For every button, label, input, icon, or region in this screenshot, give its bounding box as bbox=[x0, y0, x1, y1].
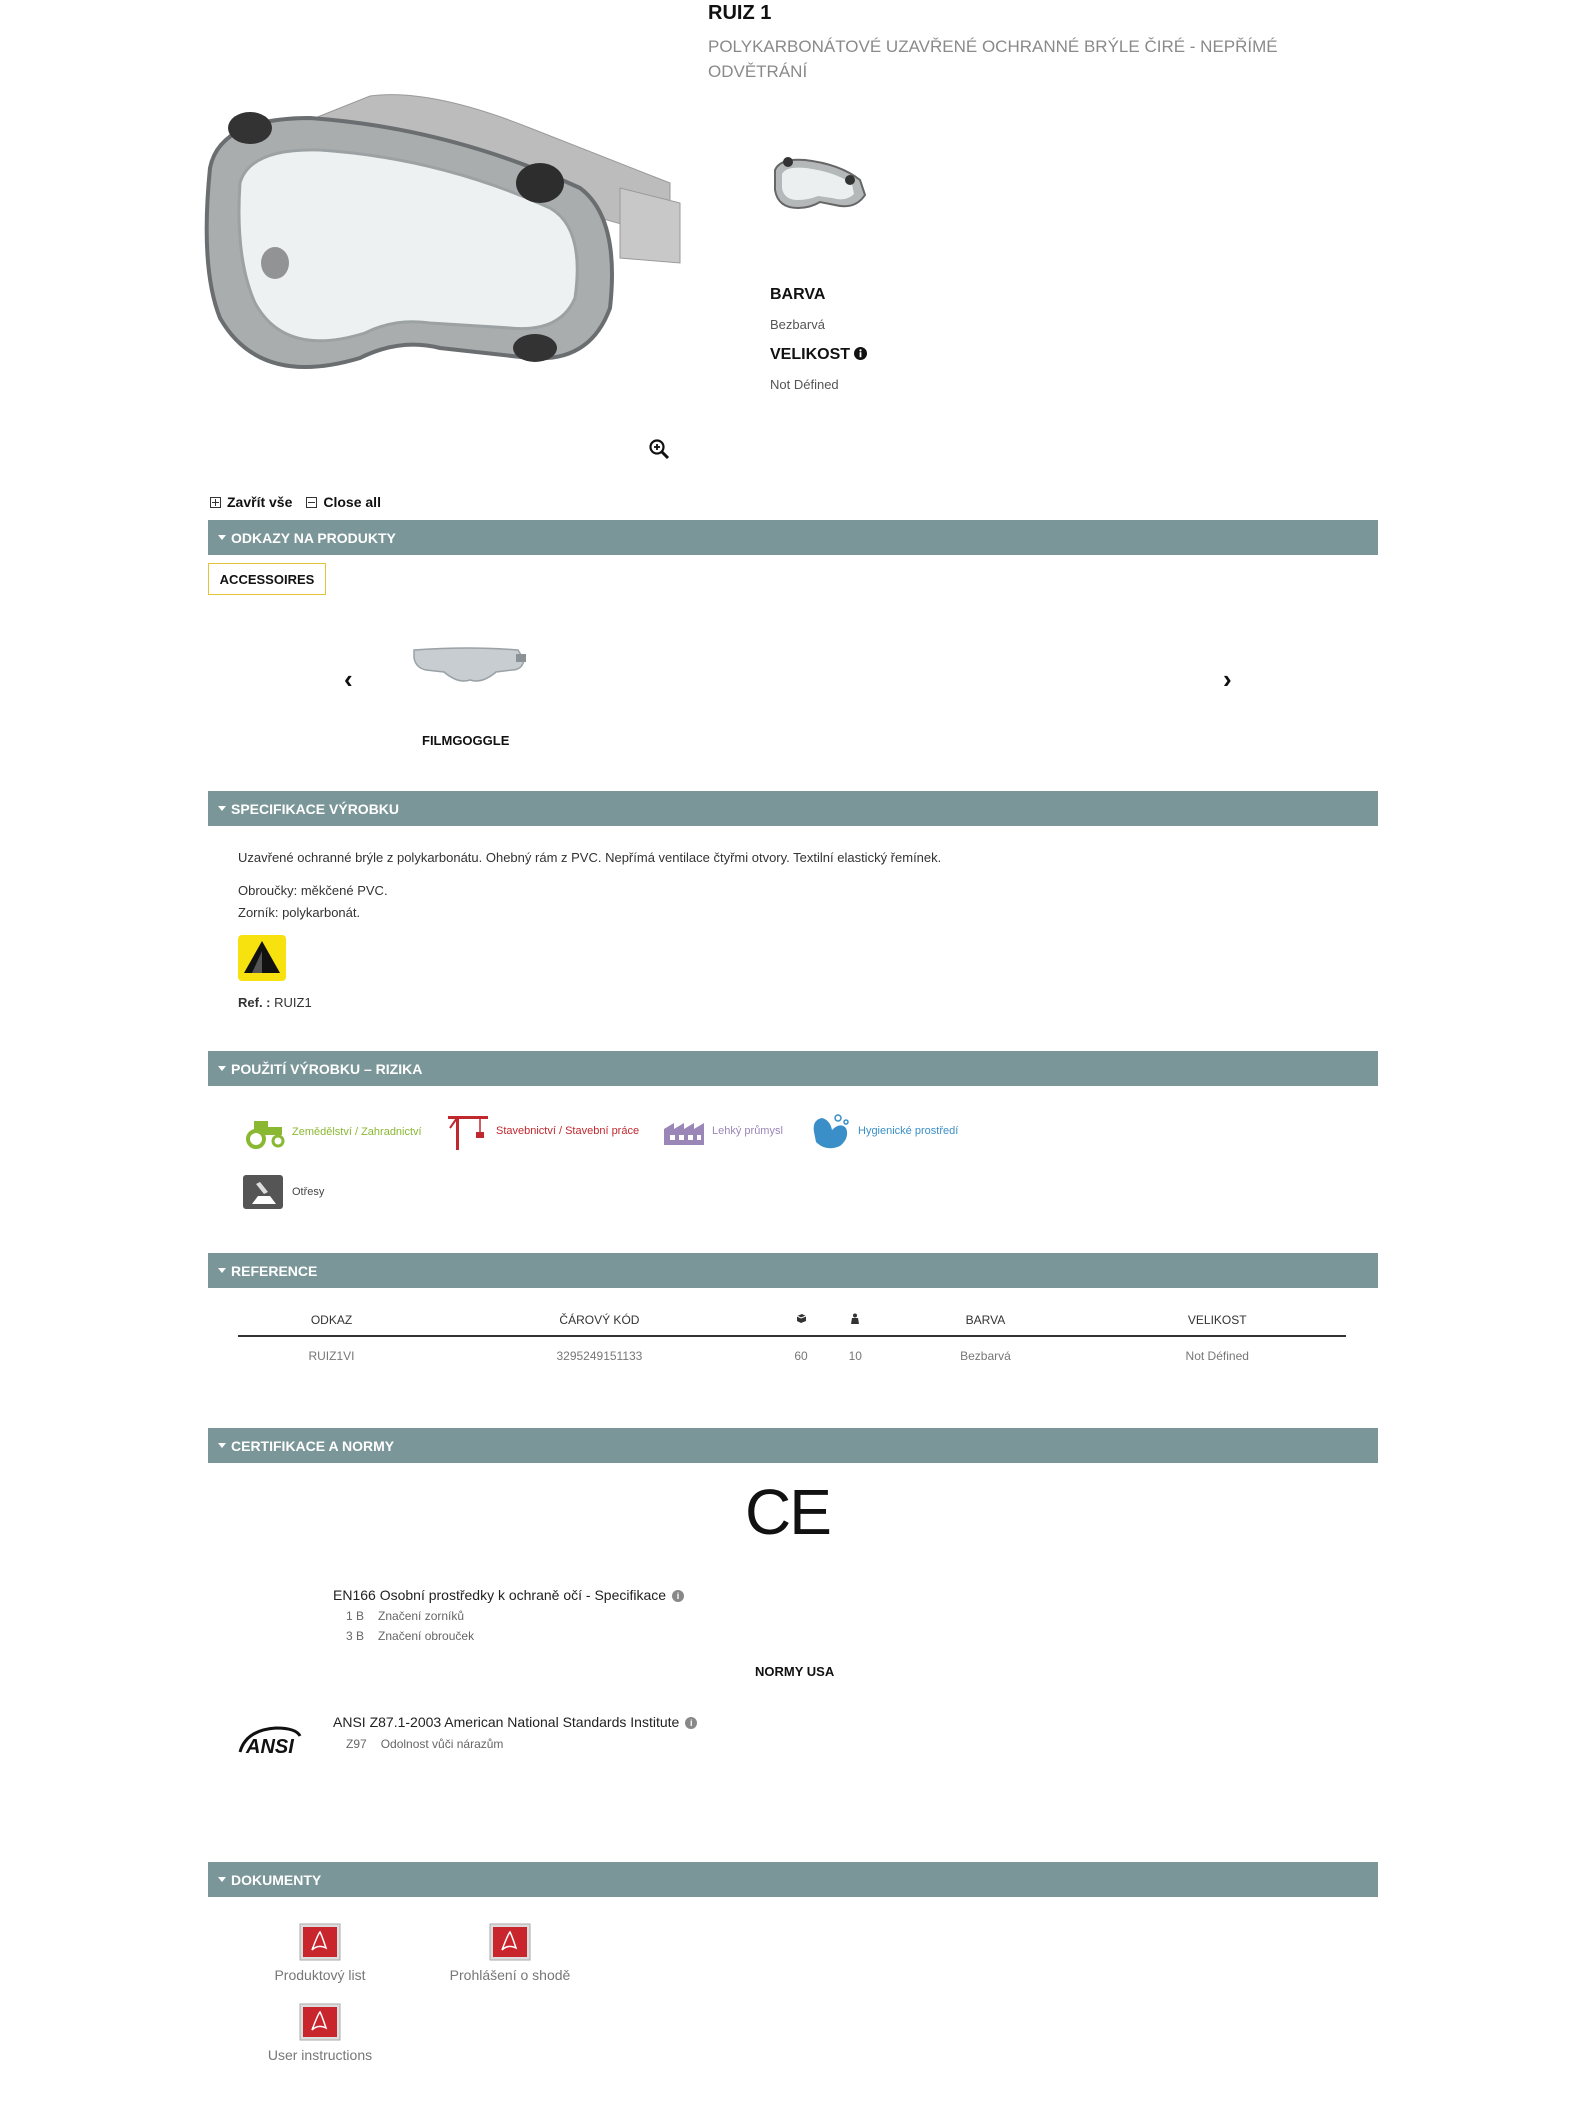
crane-icon bbox=[446, 1112, 490, 1150]
close-all-label: Close all bbox=[323, 494, 381, 510]
accessory-image[interactable] bbox=[412, 644, 528, 686]
section-links-title: ODKAZY NA PRODUKTY bbox=[231, 529, 396, 546]
col-box-qty bbox=[774, 1305, 828, 1336]
section-links-header[interactable] bbox=[208, 520, 1378, 555]
table-row[interactable] bbox=[238, 1336, 1346, 1375]
reference-header-row bbox=[238, 1305, 1346, 1336]
color-label: BARVA bbox=[770, 286, 826, 303]
box-icon bbox=[796, 1313, 807, 1324]
doc-user-instructions[interactable] bbox=[256, 2002, 384, 2063]
usage-agriculture-label: Zemědělství / Zahradnictví bbox=[292, 1126, 422, 1138]
caret-down-icon bbox=[218, 1443, 226, 1448]
section-reference-title: REFERENCE bbox=[231, 1262, 318, 1279]
pdf-icon bbox=[486, 1922, 534, 1962]
ansi-title-text: ANSI Z87.1-2003 American National Standards Institute bbox=[333, 1714, 680, 1730]
caret-down-icon bbox=[218, 535, 226, 540]
section-docs-title: DOKUMENTY bbox=[231, 1871, 322, 1888]
size-value: Not Défined bbox=[770, 377, 839, 392]
zoom-in-icon[interactable] bbox=[648, 438, 670, 460]
ansi-title bbox=[333, 1714, 697, 1730]
usage-construction-label: Stavebnictví / Stavební práce bbox=[496, 1125, 640, 1137]
section-spec-title: SPECIFIKACE VÝROBKU bbox=[231, 800, 400, 817]
usa-standards-label: NORMY USA bbox=[755, 1664, 835, 1679]
close-all-toggle[interactable] bbox=[306, 494, 381, 510]
usage-construction bbox=[446, 1112, 639, 1150]
section-docs-header[interactable] bbox=[208, 1862, 1378, 1897]
usage-hygiene-label: Hygienické prostředí bbox=[858, 1125, 959, 1137]
cell-ref: RUIZ1VI bbox=[308, 1349, 355, 1363]
carousel-prev-icon[interactable]: ‹ bbox=[344, 664, 353, 694]
reference-table bbox=[238, 1305, 1346, 1375]
usage-light-industry-label: Lehký průmysl bbox=[712, 1125, 783, 1137]
section-certs-header[interactable] bbox=[208, 1428, 1378, 1463]
info-icon[interactable]: i bbox=[672, 1590, 684, 1602]
col-size: VELIKOST bbox=[1088, 1305, 1346, 1336]
section-reference-header[interactable] bbox=[208, 1253, 1378, 1288]
product-subtitle: POLYKARBONÁTOVÉ UZAVŘENÉ OCHRANNÉ BRÝLE ČIRÉ - NEPŘÍMÉ ODVĚTRÁNÍ bbox=[708, 37, 1278, 81]
cell-size: Not Défined bbox=[1185, 1349, 1249, 1363]
factory-icon bbox=[662, 1115, 706, 1147]
cell-pack-qty: 10 bbox=[848, 1349, 862, 1363]
ref-value: RUIZ1 bbox=[274, 995, 312, 1010]
en166-item-code: 1 B bbox=[346, 1609, 365, 1623]
open-all-toggle[interactable] bbox=[210, 494, 292, 510]
brand-logo-icon bbox=[238, 935, 286, 981]
impact-icon bbox=[242, 1174, 286, 1210]
cell-color: Bezbarvá bbox=[960, 1349, 1011, 1363]
plus-box-icon bbox=[210, 497, 221, 508]
col-ref: ODKAZ bbox=[238, 1305, 425, 1336]
pdf-icon bbox=[296, 1922, 344, 1962]
section-certs-title: CERTIFIKACE A NORMY bbox=[231, 1437, 395, 1454]
section-spec-header[interactable] bbox=[208, 791, 1378, 826]
spec-description: Uzavřené ochranné brýle z polykarbonátu. Ohebný rám z PVC. Nepřímá ventilace čtyřmi otvory. Textilní elastický řemínek. bbox=[238, 850, 942, 865]
pdf-icon bbox=[296, 2002, 344, 2042]
cell-barcode: 3295249151133 bbox=[556, 1349, 643, 1363]
en166-item-desc: Značení zorníků bbox=[378, 1609, 465, 1623]
person-icon bbox=[850, 1313, 860, 1324]
doc-label[interactable]: User instructions bbox=[267, 2047, 373, 2063]
usage-light-industry bbox=[662, 1115, 783, 1147]
hands-icon bbox=[808, 1112, 852, 1150]
ref-label: Ref. : bbox=[238, 995, 271, 1010]
section-usage-title: POUŽITÍ VÝROBKU – RIZIKA bbox=[231, 1060, 423, 1077]
size-label bbox=[770, 346, 867, 364]
product-title: RUIZ 1 bbox=[708, 2, 772, 24]
en166-title bbox=[333, 1587, 684, 1603]
ref-line bbox=[238, 995, 312, 1010]
info-icon[interactable]: i bbox=[685, 1717, 697, 1729]
size-label-text: VELIKOST bbox=[770, 346, 851, 363]
usage-agriculture bbox=[242, 1115, 422, 1149]
ansi-item-code: Z97 bbox=[346, 1737, 367, 1751]
product-image[interactable] bbox=[200, 88, 690, 388]
en166-item-desc: Značení obrouček bbox=[378, 1629, 475, 1643]
spec-frame: Obroučky: měkčené PVC. bbox=[238, 883, 388, 898]
product-thumbnail[interactable] bbox=[770, 150, 870, 220]
minus-box-icon bbox=[306, 497, 317, 508]
en166-title-text: EN166 Osobní prostředky k ochraně očí - Specifikace bbox=[333, 1587, 667, 1603]
info-icon[interactable] bbox=[854, 347, 867, 360]
caret-down-icon bbox=[218, 806, 226, 811]
ansi-logo-text: ANSI bbox=[246, 1736, 294, 1758]
accessories-tab[interactable]: ACCESSOIRES bbox=[208, 563, 326, 595]
col-barcode: ČÁROVÝ KÓD bbox=[425, 1305, 774, 1336]
caret-down-icon bbox=[218, 1066, 226, 1071]
open-all-label: Zavřít vše bbox=[227, 494, 293, 510]
ce-mark: CE bbox=[745, 1476, 830, 1548]
accessory-label[interactable]: FILMGOGGLE bbox=[422, 733, 510, 748]
caret-down-icon bbox=[218, 1877, 226, 1882]
en166-item-code: 3 B bbox=[346, 1629, 365, 1643]
cell-box-qty: 60 bbox=[794, 1349, 808, 1363]
en166-item bbox=[346, 1629, 474, 1643]
col-pack-qty bbox=[828, 1305, 882, 1336]
ansi-item bbox=[346, 1737, 503, 1751]
tractor-icon bbox=[242, 1115, 286, 1149]
doc-label[interactable]: Prohlášení o shodě bbox=[449, 1967, 571, 1983]
spec-lens: Zorník: polykarbonát. bbox=[238, 905, 361, 920]
ansi-logo bbox=[236, 1722, 304, 1764]
usage-shocks-label: Otřesy bbox=[292, 1186, 325, 1198]
usage-hygiene bbox=[808, 1112, 958, 1150]
doc-label[interactable]: Produktový list bbox=[274, 1967, 366, 1983]
color-value: Bezbarvá bbox=[770, 317, 825, 332]
doc-declaration[interactable] bbox=[440, 1922, 580, 1983]
usage-shocks bbox=[242, 1174, 324, 1210]
col-color: BARVA bbox=[882, 1305, 1088, 1336]
ansi-item-desc: Odolnost vůči nárazům bbox=[380, 1737, 504, 1751]
en166-item bbox=[346, 1609, 464, 1623]
toggle-row bbox=[210, 494, 381, 510]
carousel-next-icon[interactable]: › bbox=[1223, 664, 1232, 694]
section-usage-header[interactable] bbox=[208, 1051, 1378, 1086]
doc-product-sheet[interactable] bbox=[268, 1922, 372, 1983]
caret-down-icon bbox=[218, 1268, 226, 1273]
